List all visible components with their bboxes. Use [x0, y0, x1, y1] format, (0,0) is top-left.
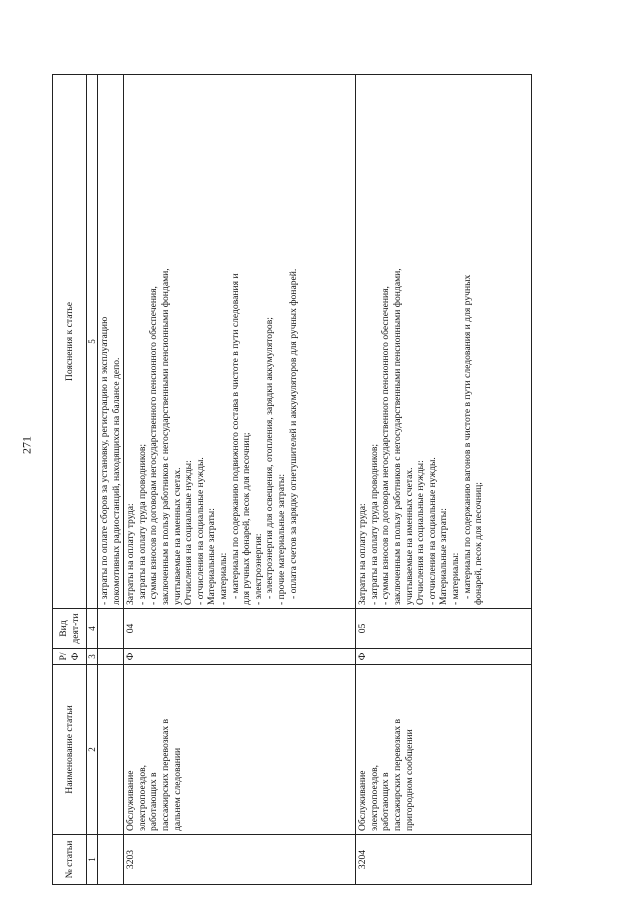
- desc-line: Затраты на оплату труда:: [357, 503, 369, 605]
- desc-line: - электроэнергия для освещения, отопления, зарядки аккумуляторов;: [264, 317, 276, 599]
- page-number: 271: [19, 436, 34, 454]
- desc-line: Отчисления на социальные нужды:: [415, 460, 427, 605]
- item-code: 3204: [356, 835, 532, 885]
- header-row: [53, 75, 87, 885]
- column-index: 4: [87, 609, 98, 649]
- item-rf: Ф: [124, 649, 356, 665]
- name-line: работающих в: [148, 772, 160, 831]
- continuation-row: [98, 75, 124, 885]
- desc-line: - затраты на оплату труда проводников;: [368, 443, 380, 605]
- desc-line: - отчисления на социальные нужды.: [426, 457, 438, 605]
- desc-line: - суммы взносов по договорам негосударственного пенсионного обеспечения,: [380, 286, 392, 605]
- item-name: [124, 665, 356, 835]
- name-line: электропоездов,: [368, 764, 380, 831]
- desc-line: - затраты на оплату труда проводников;: [136, 443, 148, 605]
- desc-line: - материалы по содержанию вагонов в чистоте в пути следования и для ручных: [461, 274, 473, 599]
- desc-line: - затраты по оплате сборов за установку, регистрацию и эксплуатацию: [99, 316, 110, 605]
- name-line: работающих в: [380, 772, 392, 831]
- desc-line: - оплата счетов за зарядку огнетушителей и аккумуляторов для ручных фонарей.: [287, 268, 299, 599]
- desc-line: заключенным в пользу работников с негосударственными пенсионными фондами,: [159, 268, 171, 605]
- header-num: № статьи: [53, 835, 87, 885]
- cost-items-table: [52, 74, 532, 885]
- desc-line: - прочие материальные затраты:: [275, 473, 287, 605]
- table-row: [124, 75, 356, 885]
- item-description: [356, 75, 532, 609]
- desc-line: Отчисления на социальные нужды:: [183, 460, 195, 605]
- desc-line: - материалы по содержанию подвижного состава в чистоте в пути следования и: [229, 273, 241, 599]
- header-vid: Вид деят-ти: [53, 609, 87, 649]
- item-code: 3203: [124, 835, 356, 885]
- column-index: 5: [87, 75, 98, 609]
- name-line: электропоездов,: [136, 764, 148, 831]
- column-index: 3: [87, 649, 98, 665]
- desc-line: для ручных фонарей, песок для песочниц;: [241, 432, 253, 605]
- name-line: пригородном сообщении: [403, 729, 415, 831]
- name-line: пассажирских перевозках в: [391, 718, 403, 831]
- item-description: [124, 75, 356, 609]
- item-name: [356, 665, 532, 835]
- desc-line: - материалы:: [449, 552, 461, 605]
- item-activity: 04: [124, 609, 356, 649]
- desc-line: учитываемые на именных счетах.: [403, 467, 415, 605]
- column-index: 1: [87, 835, 98, 885]
- desc-line: заключенным в пользу работников с негосударственными пенсионными фондами,: [391, 268, 403, 605]
- desc-line: учитываемые на именных счетах.: [171, 467, 183, 605]
- desc-line: - электроэнергия:: [252, 533, 264, 605]
- rotated-page: [52, 75, 607, 885]
- continuation-text: [98, 75, 124, 609]
- desc-line: - материалы:: [217, 552, 229, 605]
- desc-line: Затраты на оплату труда:: [125, 503, 137, 605]
- header-rf: Р/ Ф: [53, 649, 87, 665]
- name-line: пассажирских перевозках в: [159, 718, 171, 831]
- desc-line: Материальные затраты:: [438, 508, 450, 605]
- name-line: Обслуживание: [357, 770, 369, 831]
- header-name: Наименование статьи: [53, 665, 87, 835]
- desc-line: фонарей, песок для песочниц;: [473, 482, 485, 605]
- item-rf: Ф: [356, 649, 532, 665]
- name-line: Обслуживание: [125, 770, 137, 831]
- desc-line: Материальные затраты:: [206, 508, 218, 605]
- desc-line: локомотивных радиостанций, находящихся на балансе депо.: [110, 357, 122, 605]
- header-desc: Пояснения к статье: [53, 75, 87, 609]
- desc-line: - суммы взносов по договорам негосударственного пенсионного обеспечения,: [148, 286, 160, 605]
- name-line: дальнем следовании: [171, 747, 183, 831]
- desc-line: - отчисления на социальные нужды.: [194, 457, 206, 605]
- column-index-row: [87, 75, 98, 885]
- column-index: 2: [87, 665, 98, 835]
- item-activity: 05: [356, 609, 532, 649]
- table-row: [356, 75, 532, 885]
